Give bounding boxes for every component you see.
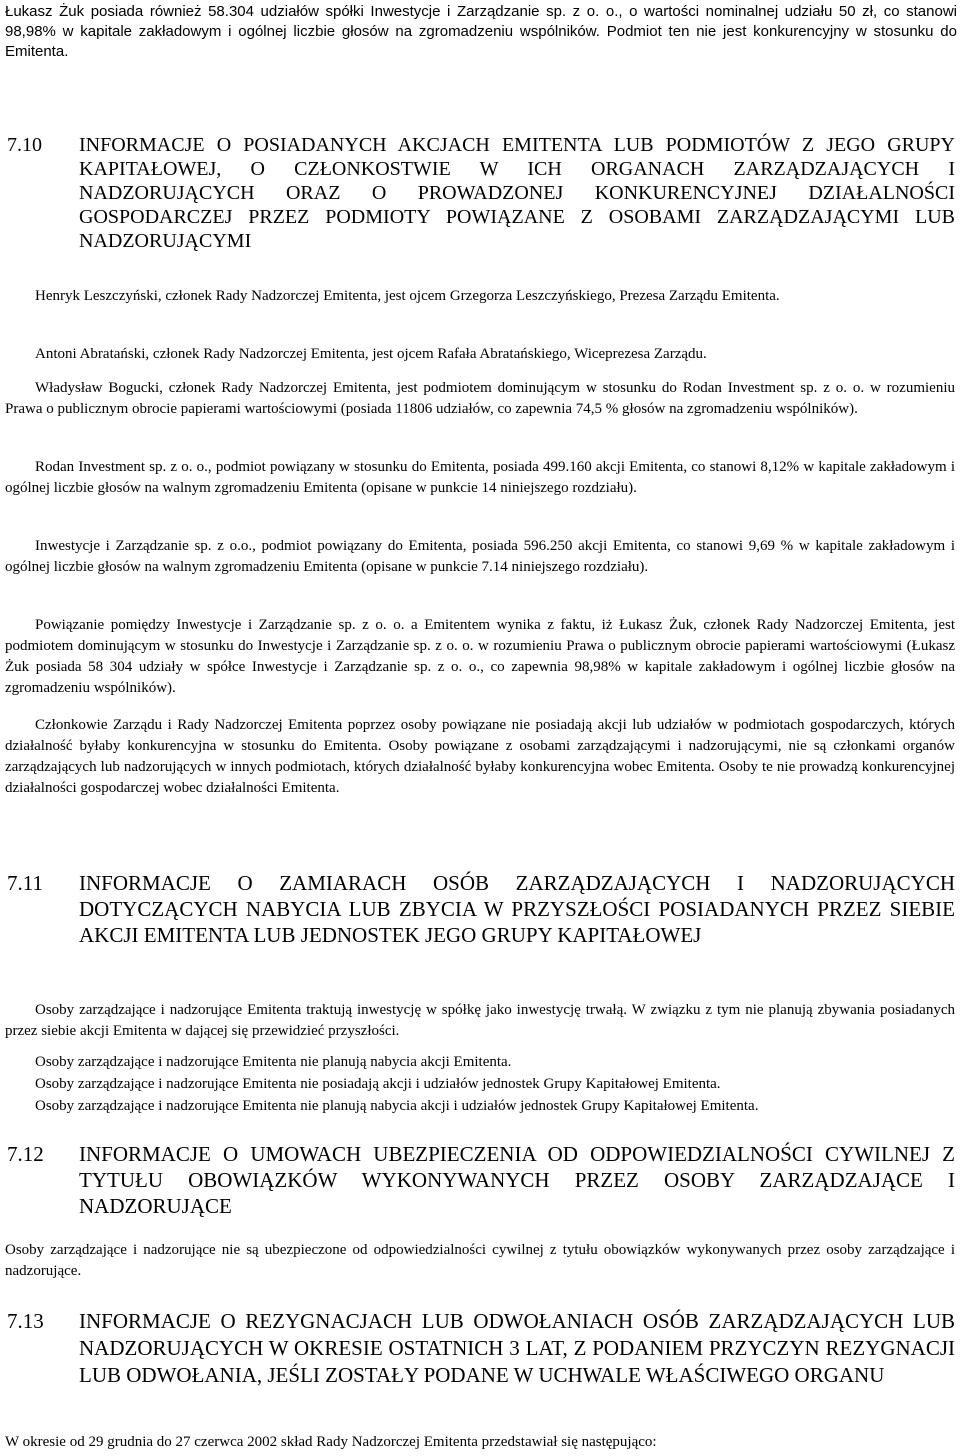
section-heading-7-12	[7, 1141, 955, 1219]
section-number: 7.13	[7, 1309, 44, 1333]
section-title: INFORMACJE O REZYGNACJACH LUB ODWOŁANIACH OSÓB ZARZĄDZAJĄCYCH LUB NADZORUJĄCYCH W OKRESIE OSTATNICH 3 LAT, Z PODANIEM PRZYCZYN REZYGNACJI LUB ODWOŁANIA, JEŚLI ZOSTAŁY PODANE W UCHWALE WŁAŚCIWEGO ORGANU	[79, 1309, 955, 1387]
section-title: INFORMACJE O POSIADANYCH AKCJACH EMITENTA LUB PODMIOTÓW Z JEGO GRUPY KAPITAŁOWEJ, O CZŁONKOSTWIE W ICH ORGANACH ZARZĄDZAJĄCYCH I NADZORUJĄCYCH ORAZ O PROWADZONEJ KONKURENCYJNEJ DZIAŁALNOŚCI GOSPODARCZEJ PRZEZ PODMIOTY POWIĄZANE Z OSOBAMI ZARZĄDZAJĄCYMI LUB NADZORUJĄCYMI	[79, 134, 955, 252]
section-heading-7-13	[7, 1308, 955, 1389]
section-number: 7.11	[7, 871, 43, 895]
paragraph: Osoby zarządzające i nadzorujące nie są ubezpieczone od odpowiedzialności cywilnej z tytułu obowiązków wykonywanych przez osoby zarządzające i nadzorujące.	[5, 1242, 955, 1279]
paragraph: Antoni Abratański, członek Rady Nadzorczej Emitenta, jest ojcem Rafała Abratańskiego, Wiceprezesa Zarządu.	[35, 346, 707, 362]
section-number: 7.12	[7, 1142, 44, 1166]
paragraph: Henryk Leszczyński, członek Rady Nadzorczej Emitenta, jest ojcem Grzegorza Leszczyńskiego, Prezesa Zarządu Emitenta.	[35, 288, 780, 304]
intro-paragraph: Łukasz Żuk posiada również 58.304 udziałów spółki Inwestycje i Zarządzanie sp. z o. o., o wartości nominalnej udziału 50 zł, co stanowi 98,98% w kapitale zakładowym i ogólnej liczbie głosów na zgromadzeniu wspólników. Podmiot ten nie jest konkurencyjny w stosunku do Emitenta.	[5, 3, 957, 60]
section-title: INFORMACJE O ZAMIARACH OSÓB ZARZĄDZAJĄCYCH I NADZORUJĄCYCH DOTYCZĄCYCH NABYCIA LUB ZBYCIA W PRZYSZŁOŚCI POSIADANYCH PRZEZ SIEBIE AKCJI EMITENTA LUB JEDNOSTEK JEGO GRUPY KAPITAŁOWEJ	[79, 871, 955, 947]
paragraph-line: Osoby zarządzające i nadzorujące Emitenta nie planują nabycia akcji i udziałów jednostek Grupy Kapitałowej Emitenta.	[35, 1098, 759, 1114]
section-number: 7.10	[7, 134, 42, 156]
section-title: INFORMACJE O UMOWACH UBEZPIECZENIA OD ODPOWIEDZIALNOŚCI CYWILNEJ Z TYTUŁU OBOWIĄZKÓW WYKONYWANYCH PRZEZ OSOBY ZARZĄDZAJĄCE I NADZORUJĄCE	[79, 1142, 955, 1218]
paragraph-line: Osoby zarządzające i nadzorujące Emitenta nie posiadają akcji i udziałów jednostek Grupy Kapitałowej Emitenta.	[35, 1076, 721, 1092]
paragraph: Władysław Bogucki, członek Rady Nadzorczej Emitenta, jest podmiotem dominującym w stosunku do Rodan Investment sp. z o. o. w rozumieniu Prawa o publicznym obrocie papierami wartościowymi (posiada 11806 udziałów, co zapewnia 74,5 % głosów na zgromadzeniu wspólników).	[5, 380, 955, 417]
paragraph: W okresie od 29 grudnia do 27 czerwca 2002 skład Rady Nadzorczej Emitenta przedstawiał się następująco:	[5, 1434, 657, 1450]
paragraph: Powiązanie pomiędzy Inwestycje i Zarządzanie sp. z o. o. a Emitentem wynika z faktu, iż Łukasz Żuk, członek Rady Nadzorczej Emitenta, jest podmiotem dominującym w stosunku do Inwestycje i Zarządzanie sp. z o. o. w rozumieniu Prawa o publicznym obrocie papierami wartościowymi (Łukasz Żuk posiada 58 304 udziały w spółce Inwestycje i Zarządzanie sp. z o. o., co zapewnia 98,98% w kapitale zakładowym i ogólnej liczbie głosów na zgromadzeniu wspólników).	[5, 617, 955, 696]
paragraph: Inwestycje i Zarządzanie sp. z o.o., podmiot powiązany do Emitenta, posiada 596.250 akcji Emitenta, co stanowi 9,69 % w kapitale zakładowym i ogólnej liczbie głosów na walnym zgromadzeniu Emitenta (opisane w punkcie 7.14 niniejszego rozdziału).	[5, 538, 955, 575]
paragraph: Osoby zarządzające i nadzorujące Emitenta traktują inwestycję w spółkę jako inwestycję trwałą. W związku z tym nie planują zbywania posiadanych przez siebie akcji Emitenta w dającej się przewidzieć przyszłości.	[5, 1002, 955, 1039]
section-heading-7-11	[7, 870, 955, 948]
paragraph: Członkowie Zarządu i Rady Nadzorczej Emitenta poprzez osoby powiązane nie posiadają akcji lub udziałów w podmiotach gospodarczych, których działalność byłaby konkurencyjna w stosunku do Emitenta. Osoby powiązane z osobami zarządzającymi i nadzorującymi, nie są członkami organów zarządzających lub nadzorujących w innych podmiotach, których działalność byłaby konkurencyjna wobec Emitenta. Osoby te nie prowadzą konkurencyjnej działalności gospodarczej wobec działalności Emitenta.	[5, 717, 955, 796]
section-heading-7-10	[7, 133, 955, 253]
paragraph-line: Osoby zarządzające i nadzorujące Emitenta nie planują nabycia akcji Emitenta.	[35, 1054, 512, 1070]
paragraph: Rodan Investment sp. z o. o., podmiot powiązany w stosunku do Emitenta, posiada 499.160 akcji Emitenta, co stanowi 8,12% w kapitale zakładowym i ogólnej liczbie głosów na walnym zgromadzeniu Emitenta (opisane w punkcie 14 niniejszego rozdziału).	[5, 459, 955, 496]
